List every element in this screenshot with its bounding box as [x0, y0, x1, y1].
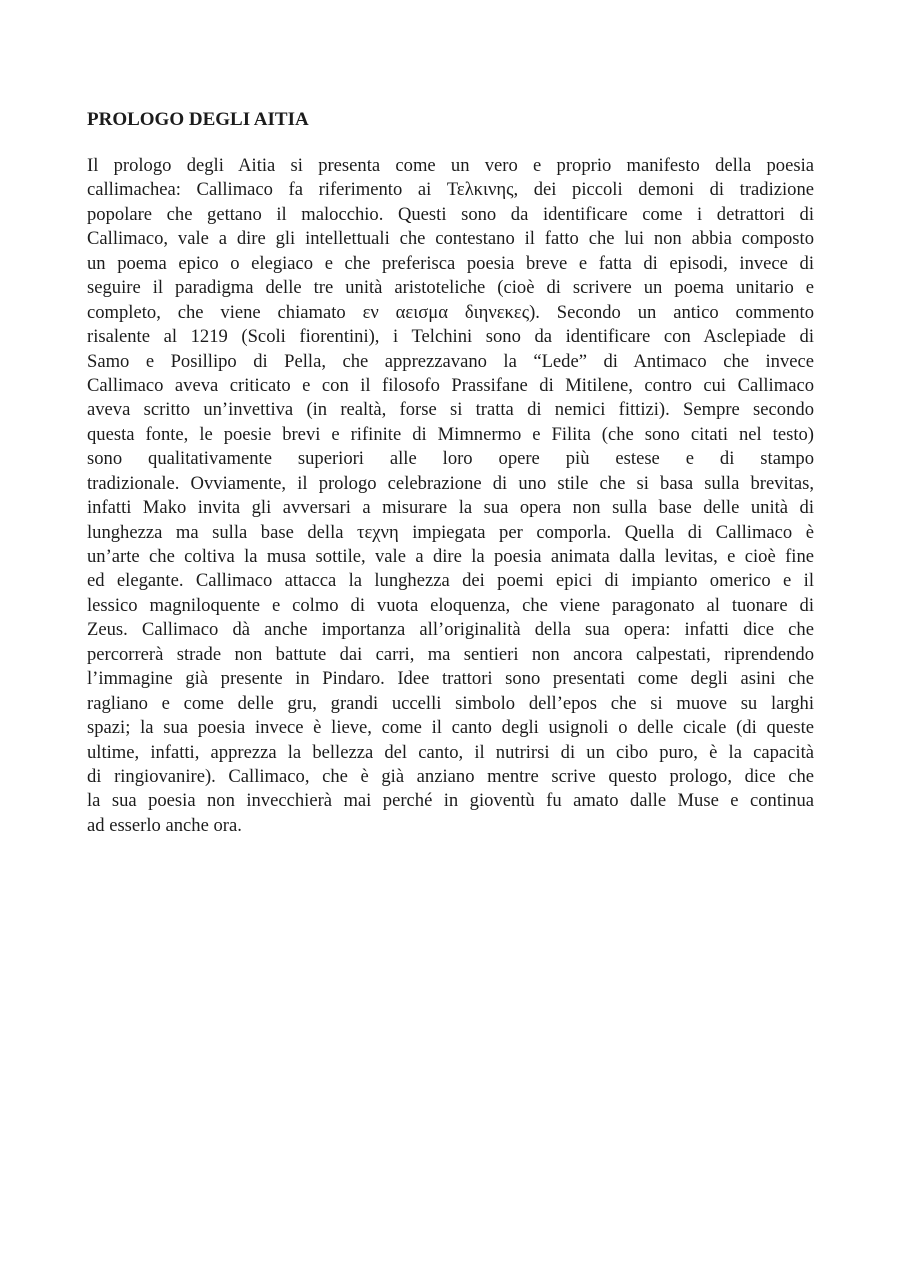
body-line: aveva scritto un’invettiva (in realtà, forse si tratta di nemici fittizi). Sempre secondo	[87, 399, 814, 421]
body-line: spazi; la sua poesia invece è lieve, come il canto degli usignoli o delle cicale (di queste	[87, 717, 814, 739]
document-title: PROLOGO DEGLI AITIA	[87, 109, 309, 130]
body-line: lunghezza ma sulla base della τεχνη impiegata per comporla. Quella di Callimaco è	[87, 521, 814, 543]
body-line: ragliano e come delle gru, grandi uccelli simbolo dell’epos che si muove su larghi	[87, 692, 814, 714]
body-line: di ringiovanire). Callimaco, che è già anziano mentre scrive questo prologo, dice che	[87, 765, 814, 787]
body-line: un poema epico o elegiaco e che preferisca poesia breve e fatta di episodi, invece di	[87, 252, 814, 274]
body-line: Samo e Posillipo di Pella, che apprezzavano la “Lede” di Antimaco che invece	[87, 350, 814, 372]
body-line: Callimaco aveva criticato e con il filosofo Prassifane di Mitilene, contro cui Callimaco	[87, 374, 814, 396]
body-line: l’immagine già presente in Pindaro. Idee trattori sono presentati come degli asini che	[87, 668, 814, 690]
document-body	[87, 154, 814, 838]
body-line: sono qualitativamente superiori alle loro opere più estese e di stampo	[87, 448, 814, 470]
body-line: seguire il paradigma delle tre unità aristoteliche (cioè di scrivere un poema unitario e	[87, 277, 814, 299]
body-line: Callimaco, vale a dire gli intellettuali che contestano il fatto che lui non abbia composto	[87, 228, 814, 250]
body-line: Zeus. Callimaco dà anche importanza all’originalità della sua opera: infatti dice che	[87, 619, 814, 641]
body-line: la sua poesia non invecchierà mai perché in gioventù fu amato dalle Muse e continua	[87, 790, 814, 812]
body-line: ultime, infatti, apprezza la bellezza del canto, il nutrirsi di un cibo puro, è la capacità	[87, 741, 814, 763]
body-line: popolare che gettano il malocchio. Questi sono da identificare come i detrattori di	[87, 203, 814, 225]
body-line: ad esserlo anche ora.	[87, 814, 242, 836]
body-line: un’arte che coltiva la musa sottile, vale a dire la poesia animata dalla levitas, e cioè fine	[87, 546, 814, 567]
body-line: lessico magniloquente e colmo di vuota eloquenza, che viene paragonato al tuonare di	[87, 594, 814, 616]
body-line: ed elegante. Callimaco attacca la lunghezza dei poemi epici di impianto omerico e il	[87, 570, 814, 592]
body-line: callimachea: Callimaco fa riferimento ai Τελκινης, dei piccoli demoni di tradizione	[87, 179, 814, 201]
body-line: percorrerà strade non battute dai carri, ma sentieri non ancora calpestati, riprendendo	[87, 643, 814, 665]
body-line: tradizionale. Ovviamente, il prologo celebrazione di uno stile che si basa sulla brevitas,	[87, 472, 814, 494]
body-line: Il prologo degli Aitia si presenta come un vero e proprio manifesto della poesia	[87, 155, 814, 176]
body-line: infatti Mako invita gli avversari a misurare la sua opera non sulla base delle unità di	[87, 497, 814, 519]
body-line: risalente al 1219 (Scoli fiorentini), i Telchini sono da identificare con Asclepiade di	[87, 326, 814, 348]
body-line: completo, che viene chiamato εν αεισμα διηνεκες). Secondo un antico commento	[87, 301, 814, 323]
body-line: questa fonte, le poesie brevi e rifinite di Mimnermo e Filita (che sono citati nel testo)	[87, 423, 814, 445]
